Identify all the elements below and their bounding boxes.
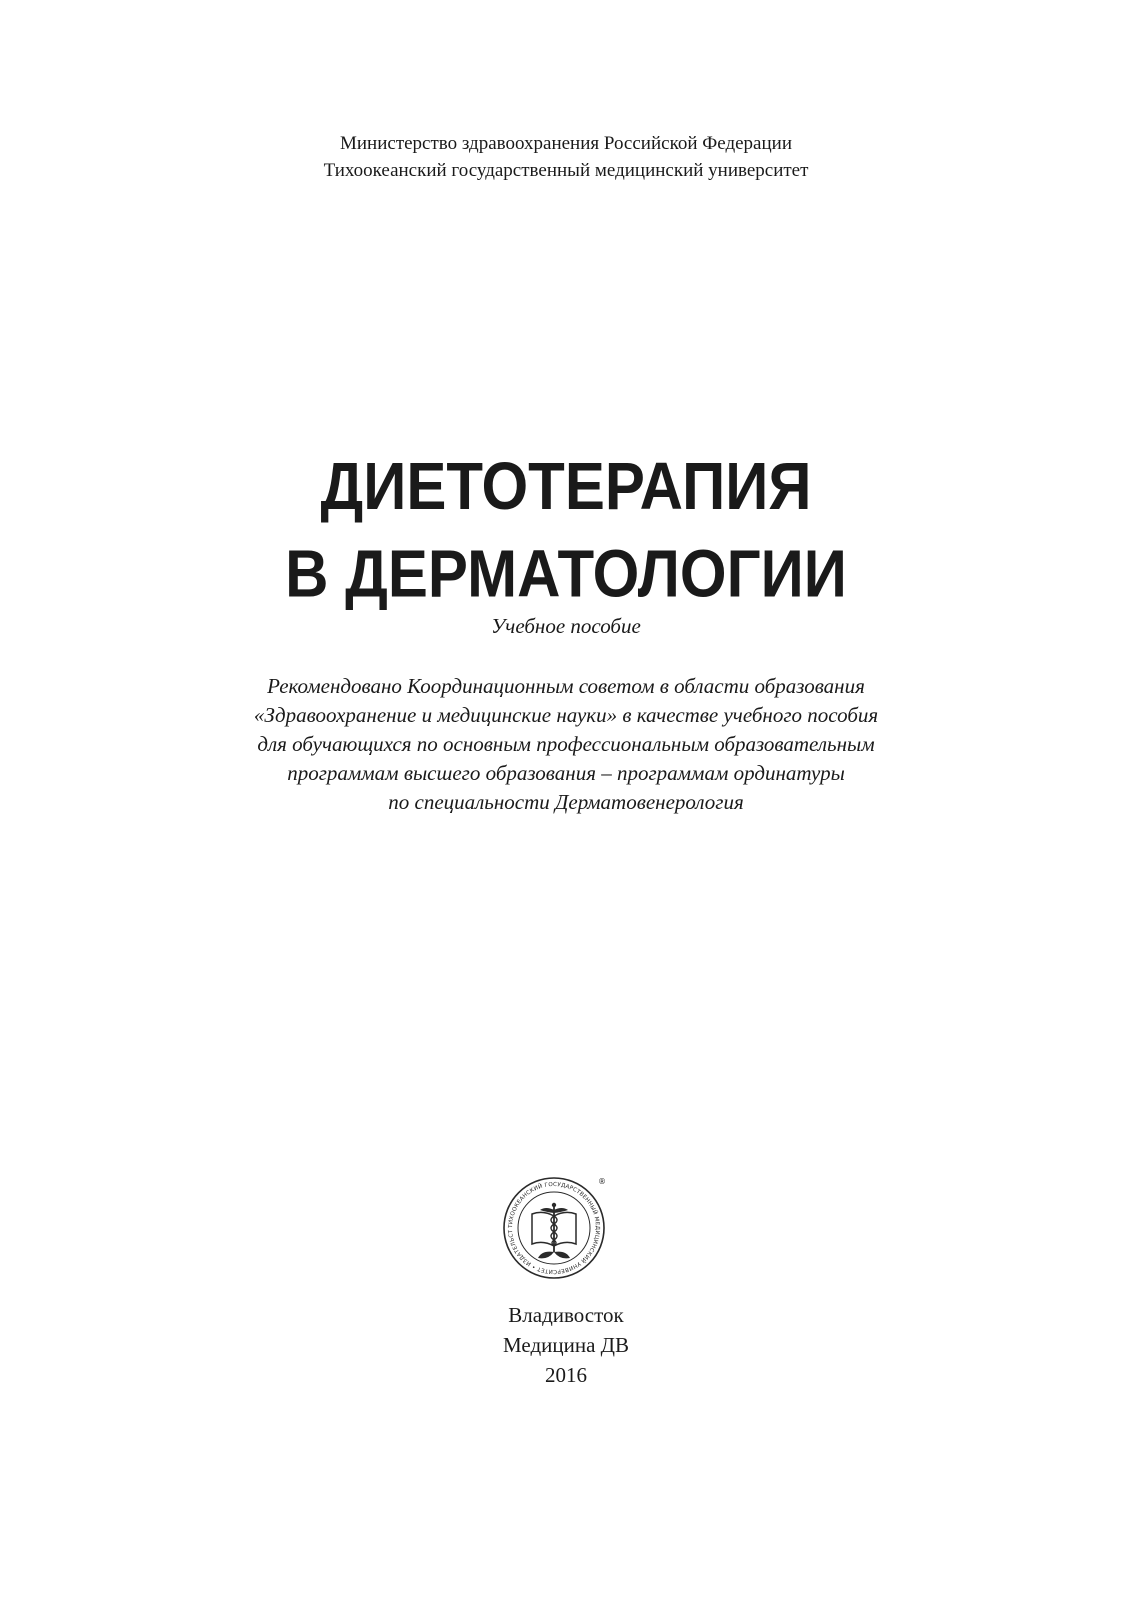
imprint-year: 2016 [545, 1363, 587, 1387]
recommendation-line: «Здравоохранение и медицинские науки» в качестве учебного пособия [253, 703, 879, 727]
publisher-emblem-icon [498, 1172, 610, 1284]
recommendation-line: по специальности Дерматовенерология [388, 790, 744, 814]
recommendation-block [0, 672, 1132, 817]
imprint-publisher: Медицина ДВ [503, 1333, 629, 1357]
emblem-ring-text: ТИХООКЕАНСКИЙ ГОСУДАРСТВЕННЫЙ МЕДИЦИНСКИЙ УНИВЕРСИТЕТ • ИЗДАТЕЛЬСТ [507, 1181, 601, 1275]
recommendation-line: Рекомендовано Координационным советом в области образования [267, 674, 865, 698]
book-title [0, 443, 1132, 618]
ministry-line: Министерство здравоохранения Российской Федерации [339, 133, 792, 154]
imprint-block [0, 1300, 1132, 1390]
imprint-city: Владивосток [508, 1303, 624, 1327]
book-genre: Учебное пособие [491, 614, 641, 638]
registered-mark: ® [598, 1177, 606, 1186]
recommendation-line: программам высшего образования – программам ординатуры [287, 761, 845, 785]
book-title-line-1: ДИЕТОТЕРАПИЯ [320, 448, 812, 524]
institution-header [0, 130, 1132, 184]
university-line: Тихоокеанский государственный медицинский университет [323, 160, 809, 181]
recommendation-line: для обучающихся по основным профессиональным образовательным [257, 732, 875, 756]
book-title-line-2: В ДЕРМАТОЛОГИИ [285, 535, 847, 611]
